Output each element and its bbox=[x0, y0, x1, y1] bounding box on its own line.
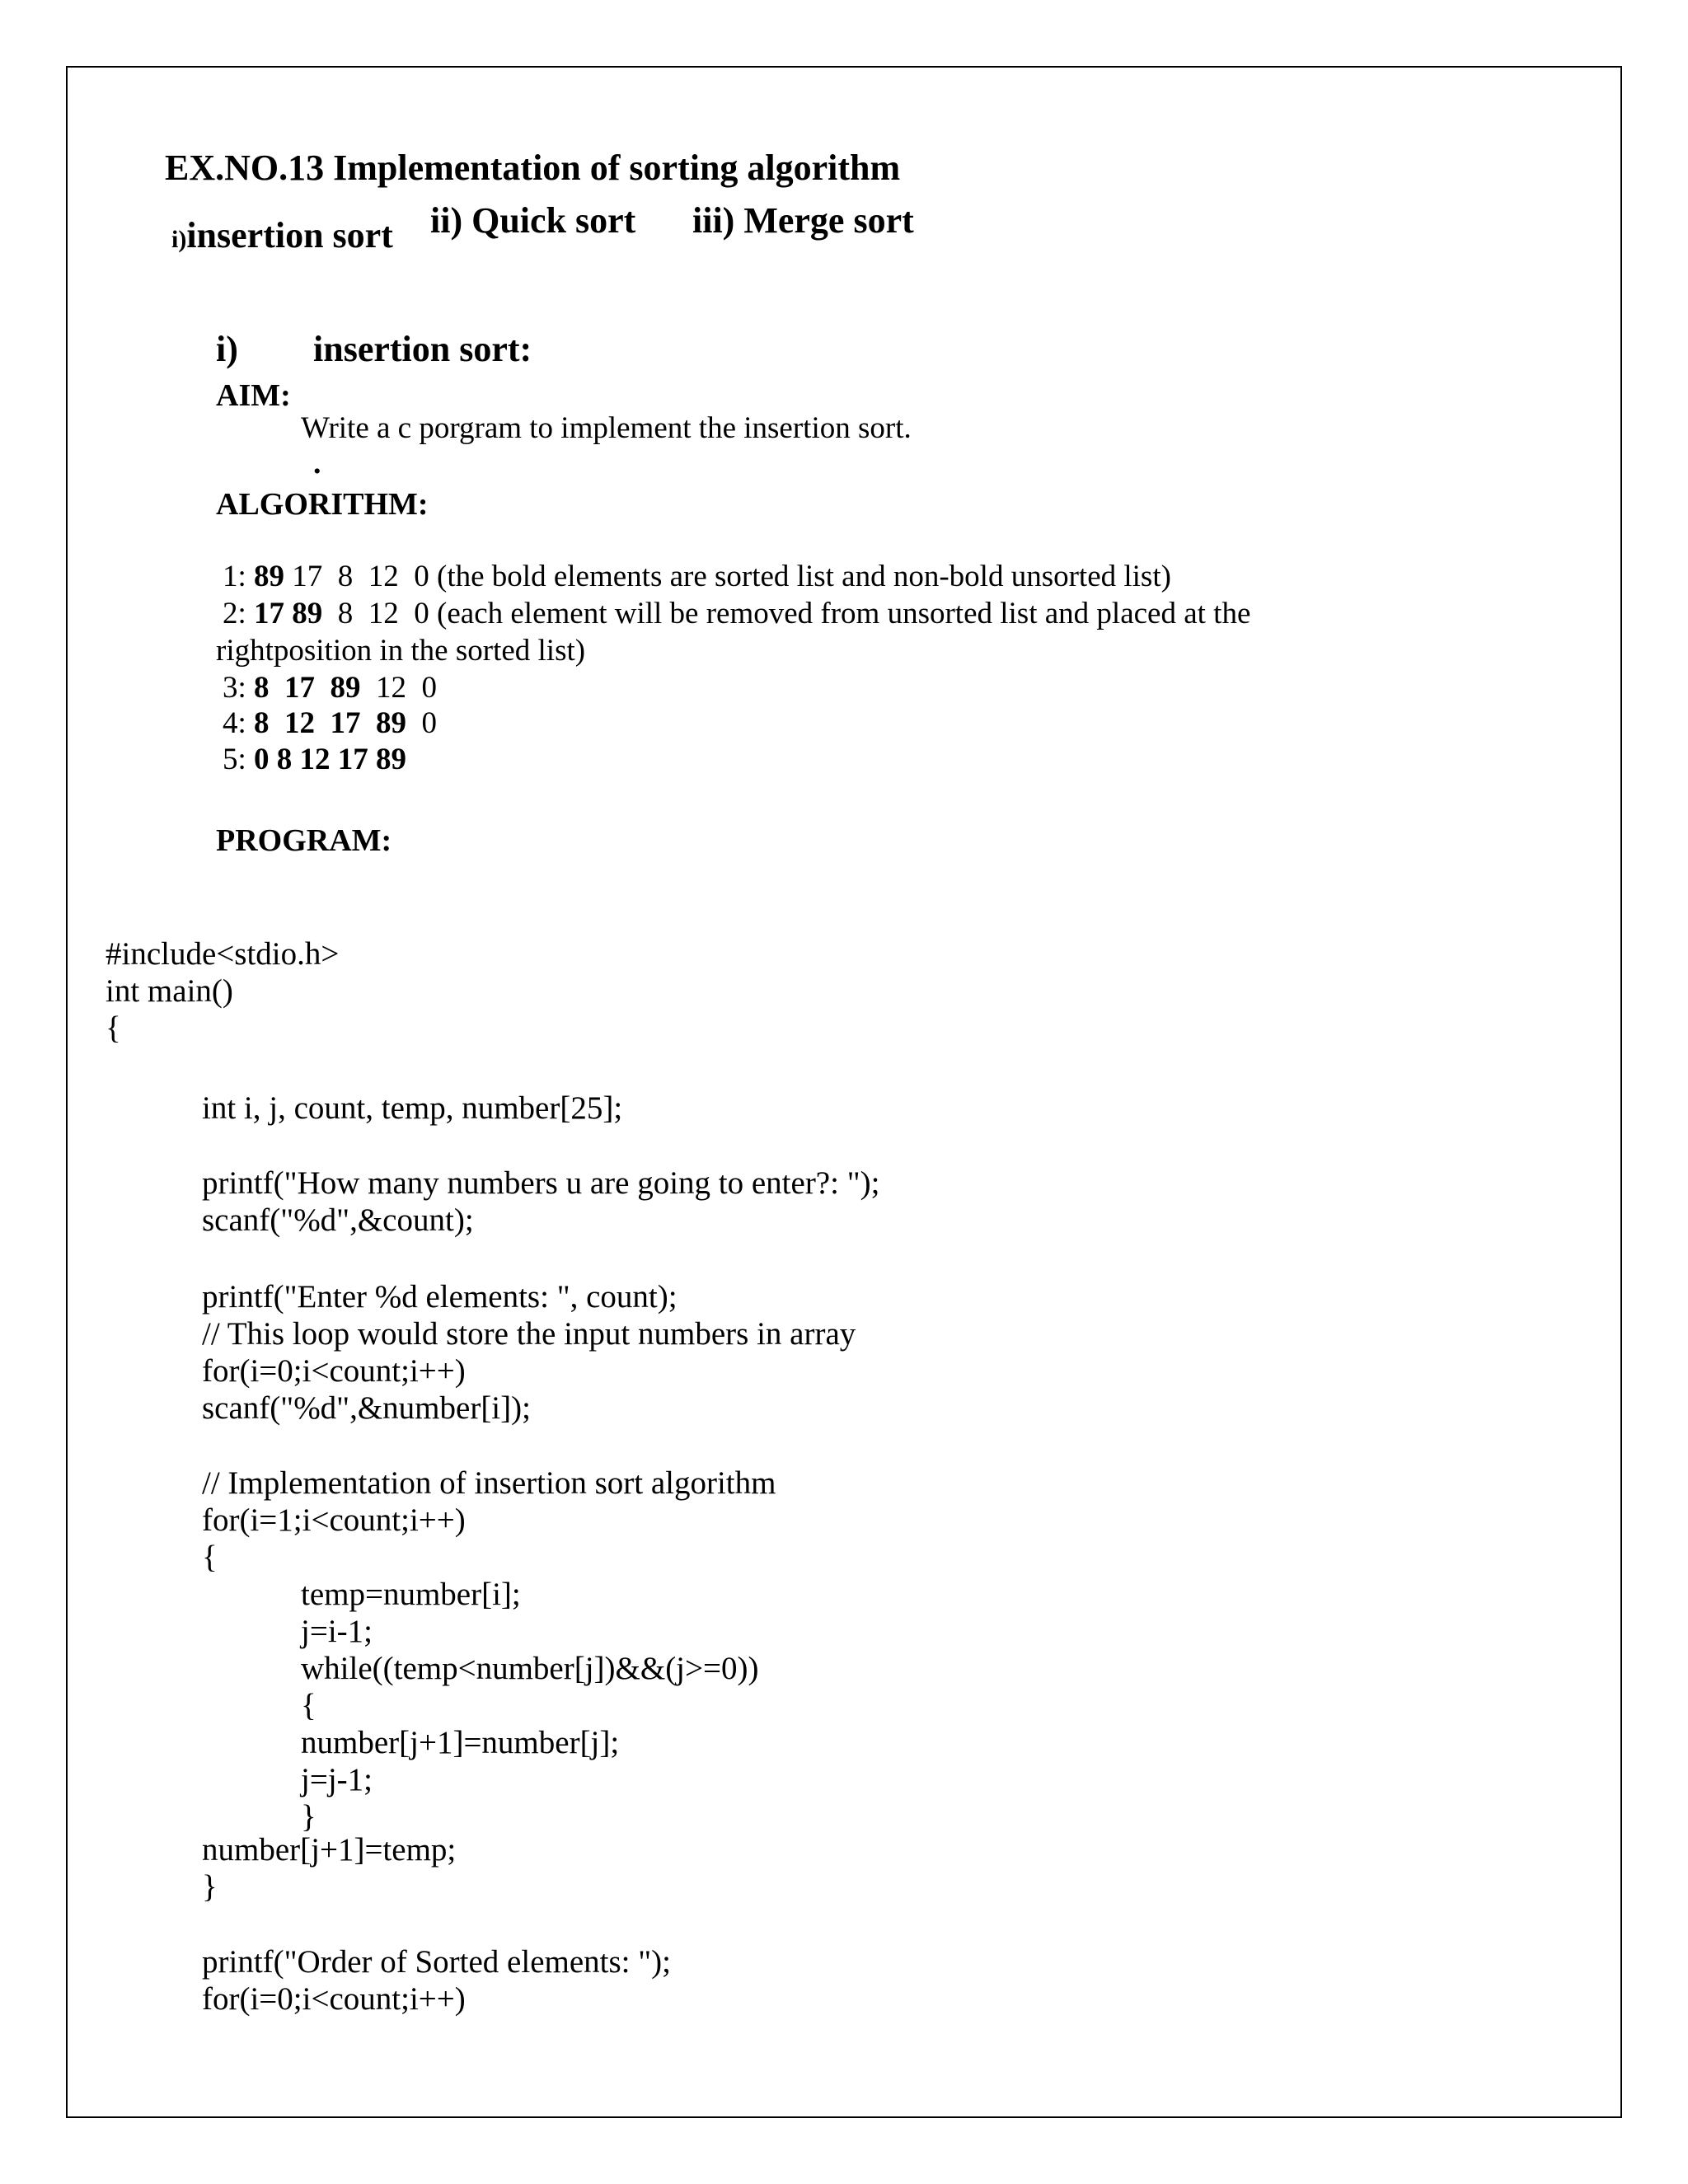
code-line: #include<stdio.h> bbox=[106, 936, 340, 972]
code-line: scanf("%d",&number[i]); bbox=[202, 1390, 531, 1426]
code-line: { bbox=[301, 1688, 316, 1723]
code-line: for(i=0;i<count;i++) bbox=[202, 1981, 466, 2017]
code-line: for(i=1;i<count;i++) bbox=[202, 1502, 466, 1538]
aim-text: Write a c porgram to implement the insertion sort. bbox=[301, 411, 912, 445]
code-line: j=j-1; bbox=[301, 1762, 373, 1797]
subtitle-prefix: i) bbox=[171, 226, 187, 253]
aim-dot: . bbox=[313, 446, 321, 480]
code-line: int i, j, count, temp, number[25]; bbox=[202, 1090, 623, 1126]
code-line: { bbox=[106, 1010, 121, 1046]
page-title: EX.NO.13 Implementation of sorting algorithm bbox=[165, 148, 901, 188]
code-line: printf("Order of Sorted elements: "); bbox=[202, 1944, 672, 1980]
code-line: temp=number[i]; bbox=[301, 1577, 521, 1612]
algorithm-step: 2: 17 89 8 12 0 (each element will be removed from unsorted list and placed at the bbox=[223, 597, 1251, 630]
code-line: j=i-1; bbox=[301, 1614, 373, 1649]
code-line: printf("Enter %d elements: ", count); bbox=[202, 1279, 678, 1315]
code-line: } bbox=[301, 1799, 316, 1835]
algorithm-step: 1: 89 17 8 12 0 (the bold elements are sorted list and non-bold unsorted list) bbox=[223, 560, 1171, 593]
code-line: number[j+1]=number[j]; bbox=[301, 1725, 620, 1760]
algorithm-step-continuation: rightposition in the sorted list) bbox=[216, 634, 586, 668]
code-line: while((temp<number[j])&&(j>=0)) bbox=[301, 1651, 759, 1686]
aim-label: AIM: bbox=[216, 378, 291, 413]
section-heading: insertion sort: bbox=[313, 329, 532, 369]
page-subtitle bbox=[165, 199, 393, 256]
code-line: for(i=0;i<count;i++) bbox=[202, 1353, 466, 1389]
code-line: printf("How many numbers u are going to enter?: "); bbox=[202, 1165, 880, 1201]
code-line: // Implementation of insertion sort algorithm bbox=[202, 1465, 776, 1501]
algorithm-step: 3: 8 17 89 12 0 bbox=[223, 671, 438, 705]
algorithm-step: 4: 8 12 17 89 0 bbox=[223, 706, 438, 740]
subtitle-insertion: insertion sort bbox=[186, 215, 393, 255]
code-line: number[j+1]=temp; bbox=[202, 1832, 457, 1868]
algorithm-step: 5: 0 8 12 17 89 bbox=[223, 743, 407, 776]
section-number: i) bbox=[216, 329, 238, 369]
code-line: { bbox=[202, 1540, 218, 1575]
subtitle-merge: iii) Merge sort bbox=[692, 200, 914, 241]
code-line: // This loop would store the input numbers in array bbox=[202, 1316, 856, 1352]
code-line: } bbox=[202, 1869, 218, 1905]
code-line: int main() bbox=[106, 973, 233, 1009]
program-label: PROGRAM: bbox=[216, 823, 392, 858]
subtitle-quick: ii) Quick sort bbox=[430, 200, 636, 241]
algorithm-label: ALGORITHM: bbox=[216, 487, 429, 522]
code-line: scanf("%d",&count); bbox=[202, 1202, 474, 1238]
